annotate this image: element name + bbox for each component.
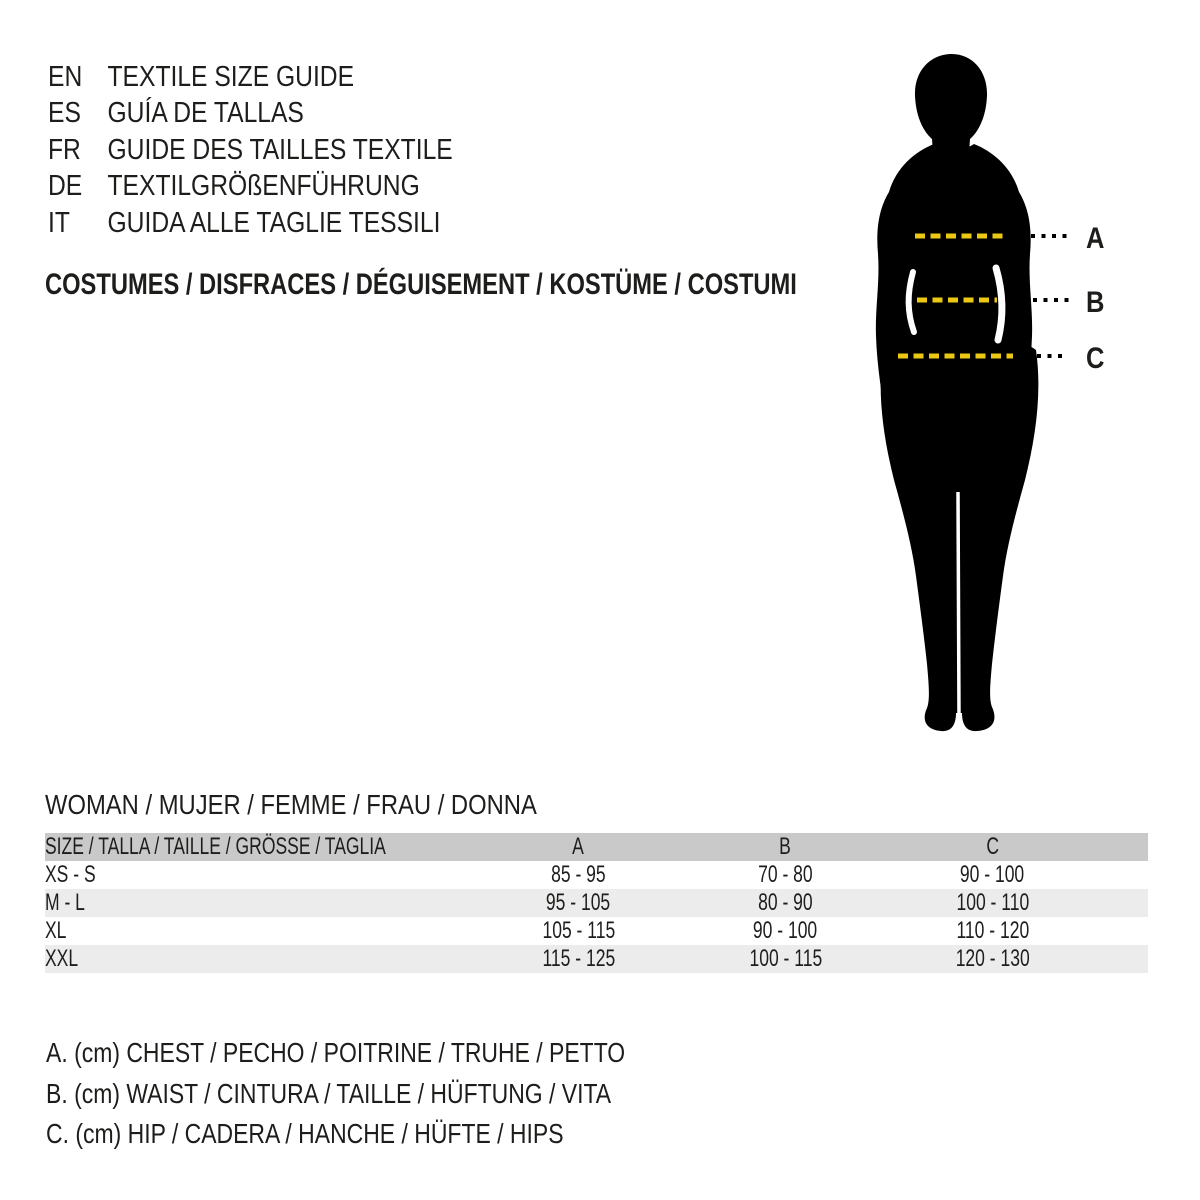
value-cell-a: 85 - 95 [551, 861, 606, 888]
language-row-en [48, 59, 524, 95]
category-title: COSTUMES / DISFRACES / DÉGUISEMENT / KOSTÜME / COSTUMI [45, 268, 797, 301]
measure-label-c: C [1086, 342, 1105, 375]
legend-line-waist: B. (cm) WAIST / CINTURA / TAILLE / HÜFTUNG / VITA [46, 1077, 612, 1109]
col-a-header: A [572, 833, 585, 860]
language-title: TEXTILGRÖßENFÜHRUNG [107, 170, 420, 203]
language-row-de [48, 168, 524, 204]
language-title: GUIDE DES TAILLES TEXTILE [107, 133, 453, 166]
value-cell-c: 120 - 130 [955, 945, 1030, 972]
table-row-m-l [45, 889, 1148, 917]
language-title: GUÍA DE TALLAS [107, 97, 304, 130]
col-b-header: B [779, 833, 792, 860]
figure-svg [850, 40, 1130, 740]
size-header-cell: SIZE / TALLA / TAILLE / GRÖSSE / TAGLIA [45, 833, 386, 860]
value-cell-a: 95 - 105 [546, 889, 611, 916]
legend-line-chest: A. (cm) CHEST / PECHO / POITRINE / TRUHE / PETTO [46, 1037, 626, 1068]
language-code: EN [48, 61, 83, 93]
col-c-header: C [986, 833, 999, 860]
size-cell: M - L [45, 889, 85, 916]
table-row-xxl [45, 945, 1148, 973]
spacer-cell [1096, 833, 1148, 861]
table-row-xl [45, 917, 1148, 945]
size-cell: XS - S [45, 861, 96, 888]
language-code: DE [48, 170, 83, 203]
value-cell-b: 80 - 90 [758, 889, 813, 916]
language-title: GUIDA ALLE TAGLIE TESSILI [107, 206, 441, 239]
silhouette-head [915, 54, 987, 159]
table-row-xs-s [45, 861, 1148, 889]
value-cell-c: 100 - 110 [956, 889, 1029, 916]
size-table [45, 833, 1148, 973]
language-row-es [48, 95, 524, 131]
section-title: WOMAN / MUJER / FEMME / FRAU / DONNA [45, 789, 537, 820]
size-table-wrap [45, 833, 1148, 973]
language-code: FR [48, 133, 81, 166]
leg-gap [958, 492, 959, 716]
value-cell-a: 115 - 125 [542, 945, 615, 972]
value-cell-b: 90 - 100 [753, 917, 818, 944]
language-row-it [48, 205, 524, 241]
spacer-cell [1096, 889, 1148, 917]
legend-line-hip: C. (cm) HIP / CADERA / HANCHE / HÜFTE / HIPS [46, 1118, 564, 1149]
language-list [48, 59, 524, 241]
value-cell-b: 70 - 80 [758, 861, 813, 888]
size-cell: XXL [45, 945, 79, 972]
value-cell-c: 110 - 120 [956, 917, 1029, 944]
spacer-cell [1096, 945, 1148, 973]
spacer-cell [1096, 861, 1148, 889]
size-cell: XL [45, 917, 67, 944]
value-cell-b: 100 - 115 [749, 945, 822, 972]
value-cell-c: 90 - 100 [960, 861, 1025, 888]
measure-label-a: A [1086, 222, 1105, 255]
value-cell-a: 105 - 115 [542, 917, 615, 944]
language-row-fr [48, 132, 524, 168]
size-table-header-row [45, 833, 1148, 861]
language-title: TEXTILE SIZE GUIDE [107, 61, 355, 93]
measure-label-b: B [1086, 286, 1105, 319]
language-code: IT [48, 206, 70, 239]
measurement-legend [46, 1033, 752, 1155]
language-code: ES [48, 97, 81, 130]
spacer-cell [1096, 917, 1148, 945]
